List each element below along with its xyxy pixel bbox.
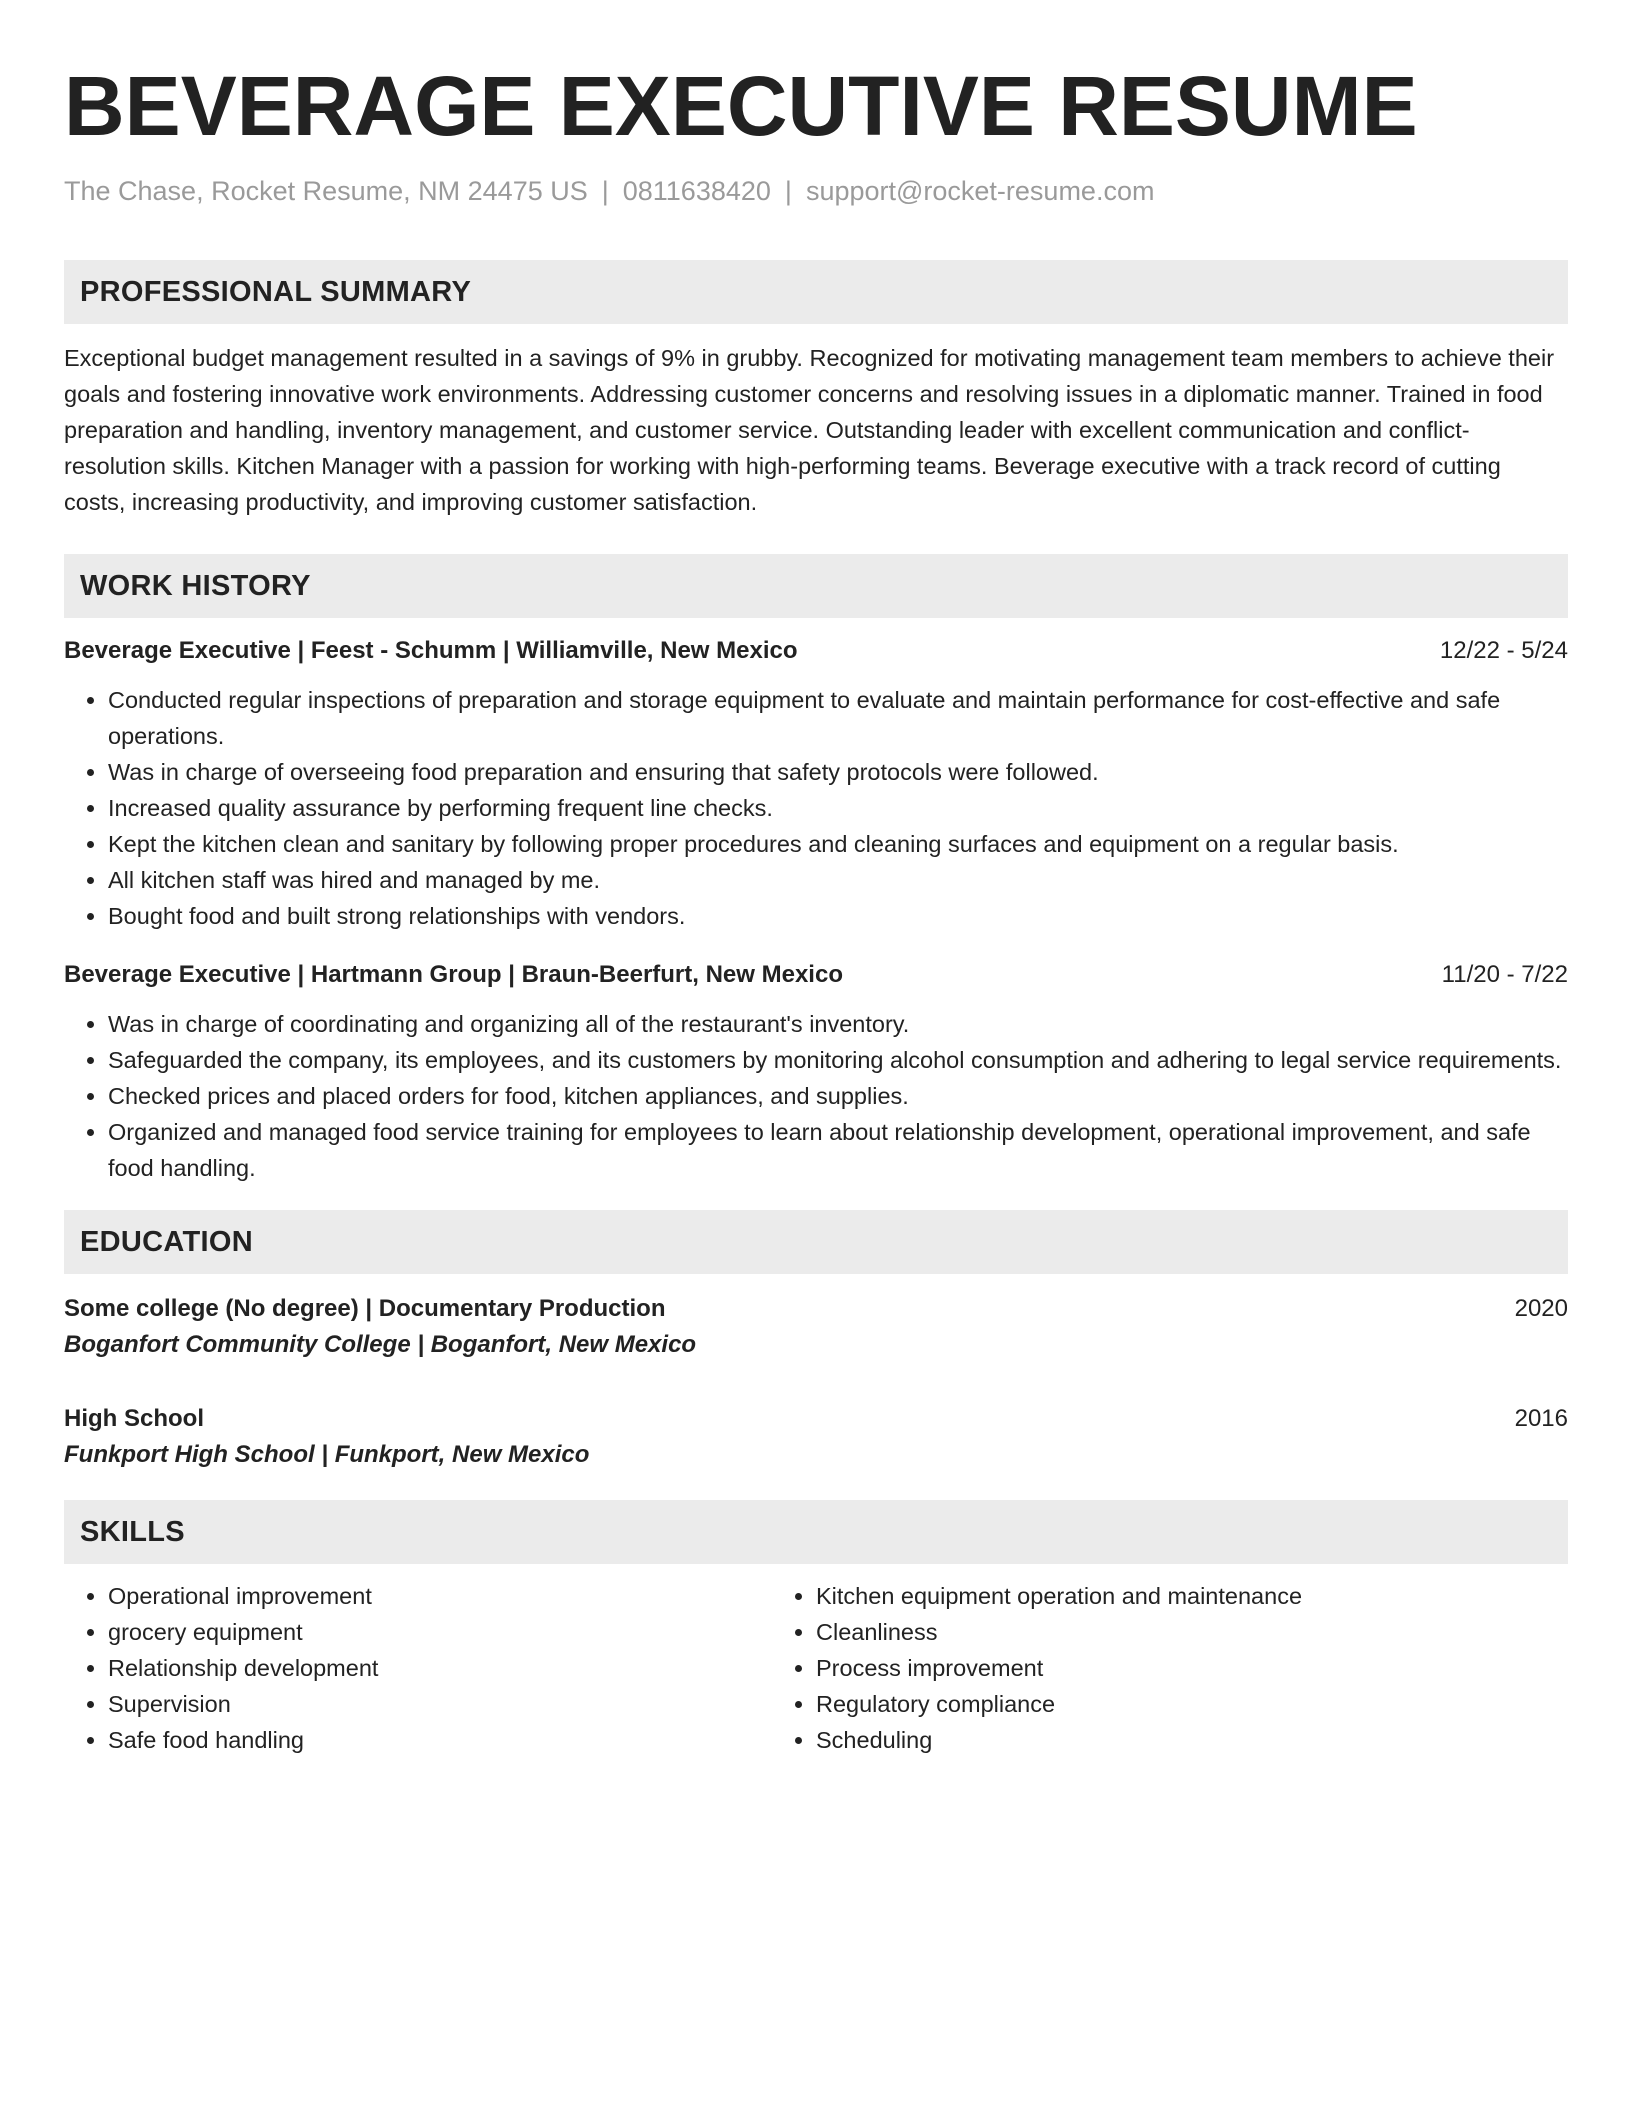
skills-list-left	[64, 1578, 772, 1758]
job-bullet: • Was in charge of overseeing food preparation and ensuring that safety protocols were followed.	[108, 754, 1568, 790]
education-year: 2016	[1514, 1405, 1568, 1432]
resume-page	[64, 58, 1568, 1758]
education-year: 2020	[1514, 1295, 1568, 1322]
skills-list-right	[772, 1578, 1480, 1758]
work-history-section-heading: WORK HISTORY	[64, 554, 1568, 618]
education-entry-header	[64, 1292, 1568, 1326]
contact-separator: |	[784, 176, 792, 206]
contact-separator: |	[601, 176, 609, 206]
education-degree: High School	[64, 1405, 204, 1432]
job-bullet: • Safeguarded the company, its employees, and its customers by monitoring alcohol consumption and adhering to legal service requirements.	[108, 1042, 1568, 1078]
job-bullet-list	[64, 1006, 1568, 1186]
skill-item: • Operational improvement	[108, 1578, 772, 1614]
job-bullet: • Checked prices and placed orders for food, kitchen appliances, and supplies.	[108, 1078, 1568, 1114]
job-bullet-list	[64, 682, 1568, 934]
skill-item: • Cleanliness	[816, 1614, 1480, 1650]
job-title: Beverage Executive | Feest - Schumm | Williamville, New Mexico	[64, 637, 798, 664]
resume-title: BEVERAGE EXECUTIVE RESUME	[64, 59, 1418, 153]
skill-item: • Process improvement	[816, 1650, 1480, 1686]
job-bullet: • All kitchen staff was hired and managed by me.	[108, 862, 1568, 898]
skill-item: • Kitchen equipment operation and maintenance	[816, 1578, 1480, 1614]
summary-section-heading: PROFESSIONAL SUMMARY	[64, 260, 1568, 324]
job-bullet: • Bought food and built strong relationships with vendors.	[108, 898, 1568, 934]
skill-item: • Supervision	[108, 1686, 772, 1722]
job-entry-header	[64, 634, 1568, 668]
skills-columns	[64, 1578, 1568, 1758]
job-bullet: • Increased quality assurance by performing frequent line checks.	[108, 790, 1568, 826]
education-entry-header	[64, 1402, 1568, 1436]
job-entry-header	[64, 958, 1568, 992]
job-bullet: • Kept the kitchen clean and sanitary by following proper procedures and cleaning surfaces and equipment on a regular basis.	[108, 826, 1568, 862]
education-school: Boganfort Community College | Boganfort, New Mexico	[64, 1331, 697, 1358]
job-bullet: • Organized and managed food service training for employees to learn about relationship development, operational improvement, and safe food handling.	[108, 1114, 1568, 1186]
skill-item: • Regulatory compliance	[816, 1686, 1480, 1722]
job-dates: 11/20 - 7/22	[1441, 961, 1568, 988]
contact-email: support@rocket-resume.com	[805, 176, 1155, 206]
skill-item: • Scheduling	[816, 1722, 1480, 1758]
skill-item: • Safe food handling	[108, 1722, 772, 1758]
education-degree: Some college (No degree) | Documentary Production	[64, 1295, 666, 1322]
job-dates: 12/22 - 5/24	[1439, 637, 1568, 664]
contact-phone: 0811638420	[622, 176, 771, 206]
education-school: Funkport High School | Funkport, New Mexico	[64, 1441, 590, 1468]
contact-line	[64, 174, 1568, 208]
skills-section-heading: SKILLS	[64, 1500, 1568, 1564]
contact-address: The Chase, Rocket Resume, NM 24475 US	[64, 176, 588, 206]
job-bullet: • Conducted regular inspections of preparation and storage equipment to evaluate and maintain performance for cost-effective and safe operations.	[108, 682, 1568, 754]
job-bullet: • Was in charge of coordinating and organizing all of the restaurant's inventory.	[108, 1006, 1568, 1042]
skill-item: • grocery equipment	[108, 1614, 772, 1650]
summary-text: Exceptional budget management resulted in a savings of 9% in grubby. Recognized for motivating management team members to achieve their goals and fostering innovative work environments. Addressing customer concerns and resolving issues in a diplomatic manner. Trained in food preparation and handling, inventory management, and customer service. Outstanding leader with excellent communication and conflict-resolution skills. Kitchen Manager with a passion for working with high-performing teams. Beverage executive with a track record of cutting costs, increasing productivity, and improving customer satisfaction.	[64, 345, 1555, 515]
skill-item: • Relationship development	[108, 1650, 772, 1686]
job-title: Beverage Executive | Hartmann Group | Braun-Beerfurt, New Mexico	[64, 961, 843, 988]
education-section-heading: EDUCATION	[64, 1210, 1568, 1274]
